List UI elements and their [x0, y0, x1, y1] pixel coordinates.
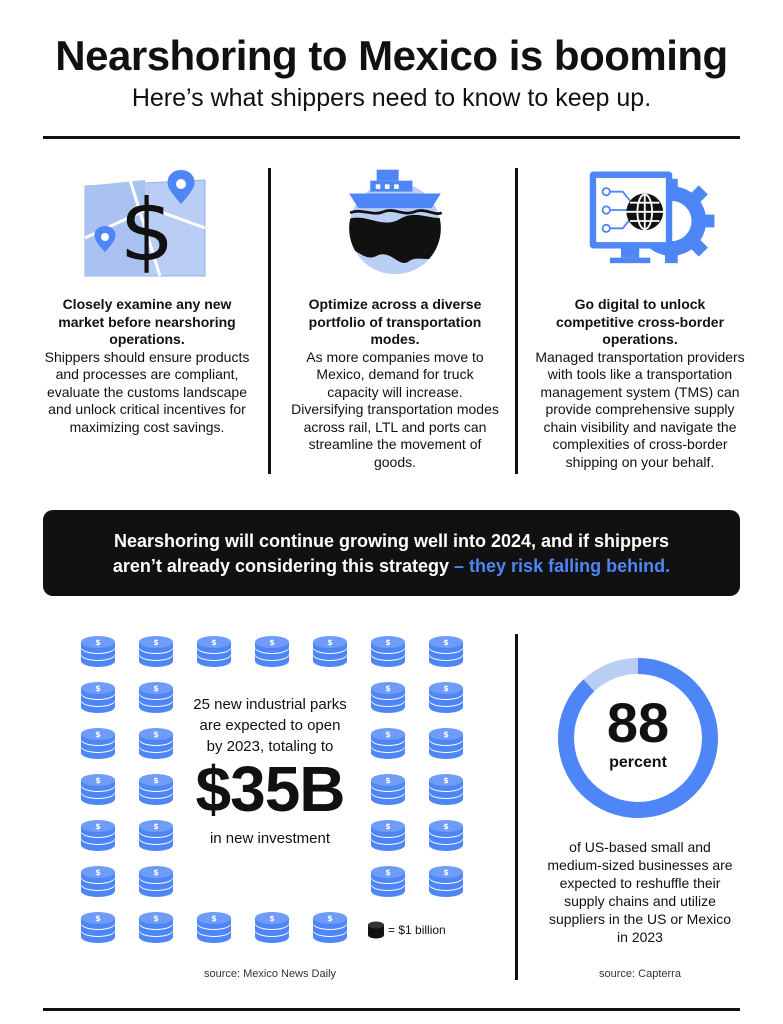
stat-description-line-4: supply chains and utilize	[564, 893, 716, 909]
coin-stack-icon	[426, 864, 466, 898]
footer-divider	[43, 1008, 740, 1011]
coin-stack-icon	[426, 634, 466, 668]
svg-text:$: $	[385, 684, 391, 693]
coin-stack-icon	[78, 726, 118, 760]
column-divider-1	[268, 168, 271, 474]
svg-text:$: $	[443, 638, 449, 647]
column-3-heading: Go digital to unlock competitive cross-border operations.	[555, 296, 725, 347]
svg-text:$: $	[95, 730, 101, 739]
coin-stack-icon	[78, 864, 118, 898]
coin-stack-icon	[78, 772, 118, 806]
svg-text:$: $	[119, 181, 175, 278]
stat-description-line-3: expected to reshuffle their	[559, 875, 721, 891]
column-divider-2	[515, 168, 518, 474]
stat-description-line-2: medium-sized businesses are	[547, 857, 733, 873]
stat-unit: percent	[609, 754, 667, 771]
coin-stack-icon	[78, 680, 118, 714]
svg-text:$: $	[269, 638, 275, 647]
stat-description-line-6: in 2023	[617, 929, 663, 945]
coin-stack-icon	[78, 910, 118, 944]
coin-stack-icon	[426, 772, 466, 806]
map-dollar-icon	[80, 168, 230, 278]
stat-divider	[515, 634, 518, 980]
investment-after-text: in new investment	[209, 830, 331, 847]
svg-text:$: $	[327, 638, 333, 647]
svg-text:$: $	[443, 684, 449, 693]
svg-text:$: $	[443, 730, 449, 739]
investment-source: source: Mexico News Daily	[203, 968, 337, 980]
coin-stack-icon	[136, 680, 176, 714]
investment-text	[180, 694, 360, 757]
svg-text:$: $	[211, 638, 217, 647]
banner-line-2-main: aren’t already considering this strategy	[112, 556, 455, 576]
column-2-body: As more companies move to Mexico, demand for truck capacity will increase. Diversifying transportation modes across rail, LTL and ports can streamline the movement of goods.	[291, 348, 499, 470]
svg-text:$: $	[385, 868, 391, 877]
ship-globe-icon	[320, 166, 470, 276]
coin-stack-icon	[368, 772, 408, 806]
svg-text:$: $	[385, 638, 391, 647]
banner-line-2-accent: – they risk falling behind.	[454, 556, 671, 576]
column-1-heading: Closely examine any new market before nearshoring operations.	[58, 296, 236, 347]
coin-stack-icon	[136, 910, 176, 944]
investment-text-line-3: by 2023, totaling to	[206, 738, 334, 755]
svg-text:$: $	[153, 776, 159, 785]
stat-number: 88	[606, 691, 670, 754]
svg-text:$: $	[153, 822, 159, 831]
svg-text:$: $	[95, 914, 101, 923]
page-subtitle: Here’s what shippers need to know to keep up.	[131, 84, 652, 112]
legend-label: = $1 billion	[388, 923, 446, 937]
coin-stack-icon	[368, 634, 408, 668]
coin-stack-icon	[136, 726, 176, 760]
column-1	[42, 296, 252, 436]
banner-line-2	[43, 554, 740, 579]
coin-stack-icon	[136, 864, 176, 898]
callout-banner	[43, 510, 740, 596]
column-1-body: Shippers should ensure products and processes are compliant, evaluate the customs landscape and unlock critical incentives for maximizing cost savings.	[44, 348, 250, 435]
svg-text:$: $	[153, 730, 159, 739]
coin-stack-icon	[426, 726, 466, 760]
coin-stack-icon	[252, 634, 292, 668]
column-3-body: Managed transportation providers with tools like a transportation management system (TMS) can provide comprehensive supply chain visibility and navigate the complexities of cross-border shipping on your behalf.	[535, 348, 745, 470]
svg-text:$: $	[443, 868, 449, 877]
svg-text:$: $	[95, 868, 101, 877]
coin-stack-icon	[368, 680, 408, 714]
banner-line-1: Nearshoring will continue growing well into 2024, and if shippers	[113, 531, 670, 551]
svg-text:$: $	[95, 776, 101, 785]
coin-stack-icon	[136, 772, 176, 806]
coin-stack-icon	[136, 818, 176, 852]
stat-description-line-5: suppliers in the US or Mexico	[548, 911, 732, 927]
svg-text:$: $	[153, 868, 159, 877]
coin-stack-icon	[310, 634, 350, 668]
coin-stack-icon	[78, 634, 118, 668]
coin-stack-icon	[252, 910, 292, 944]
coin-stack-icon	[136, 634, 176, 668]
svg-text:$: $	[443, 776, 449, 785]
svg-text:$: $	[153, 638, 159, 647]
svg-text:$: $	[95, 638, 101, 647]
coin-stack-icon	[368, 864, 408, 898]
column-3	[535, 296, 745, 471]
svg-text:$: $	[211, 914, 217, 923]
coin-stack-icon	[310, 910, 350, 944]
svg-text:$: $	[269, 914, 275, 923]
page-title: Nearshoring to Mexico is booming	[55, 32, 728, 79]
coin-stack-icon	[194, 910, 234, 944]
svg-text:$: $	[95, 822, 101, 831]
coin-stack-icon	[194, 634, 234, 668]
svg-text:$: $	[385, 776, 391, 785]
coin-stack-icon	[78, 818, 118, 852]
stat-description-line-1: of US-based small and	[569, 839, 711, 855]
coin-stack-icon	[368, 726, 408, 760]
digital-gear-icon	[578, 166, 728, 276]
investment-text-line-2: are expected to open	[199, 717, 341, 734]
svg-text:$: $	[153, 684, 159, 693]
investment-text-line-1: 25 new industrial parks	[193, 696, 347, 713]
header-divider	[43, 136, 740, 139]
coin-stack-icon	[426, 680, 466, 714]
legend-coin-icon	[366, 920, 386, 940]
svg-text:$: $	[385, 822, 391, 831]
coin-stack-icon	[368, 818, 408, 852]
coin-stack-icon	[426, 818, 466, 852]
stat-description	[530, 838, 750, 946]
column-2-heading: Optimize across a diverse portfolio of transportation modes.	[308, 296, 482, 347]
column-2	[290, 296, 500, 471]
stat-source: source: Capterra	[599, 968, 681, 980]
investment-amount: $35B	[195, 753, 345, 825]
svg-text:$: $	[153, 914, 159, 923]
svg-text:$: $	[443, 822, 449, 831]
svg-text:$: $	[95, 684, 101, 693]
svg-text:$: $	[385, 730, 391, 739]
svg-text:$: $	[327, 914, 333, 923]
